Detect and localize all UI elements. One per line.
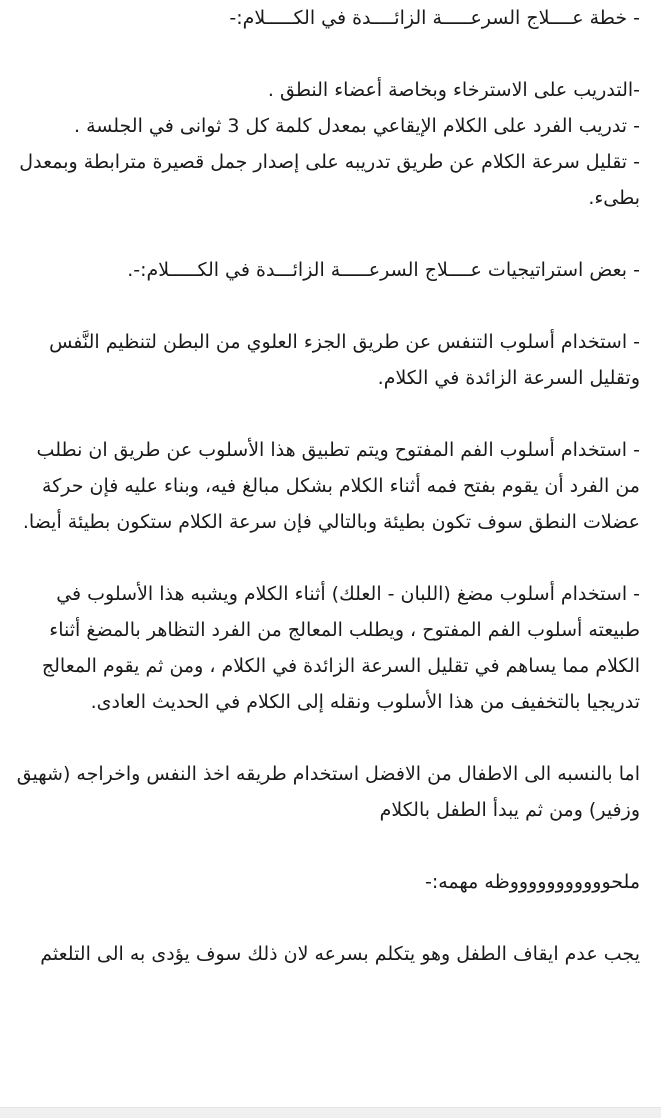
- spacer: [16, 540, 640, 576]
- strategies-title: - بعض استراتيجيات عــــلاج السرعـــــة الزائـــدة في الكـــــلام:-.: [127, 259, 640, 281]
- plan-item-rhythmic-speech: - تدريب الفرد على الكلام الإيقاعي بمعدل كلمة كل 3 ثوانى في الجلسة .: [74, 115, 640, 137]
- strategy-chewing: - استخدام أسلوب مضغ (اللبان - العلك) أثناء الكلام ويشبه هذا الأسلوب في طبيعته أسلوب الفم المفتوح ، ويطلب المعالج من الفرد التظاهر بالمضغ أثناء الكلام مما يساهم في تقليل السرعة الزائدة في الكلام ، ومن ثم يقوم المعالج تدريجيا بالتخفيف من هذا الأسلوب ونقله إلى الكلام في الحديث العادى.: [35, 583, 640, 713]
- spacer: [16, 288, 640, 324]
- plan-item-short-sentences: - تقليل سرعة الكلام عن طريق تدريبه على إصدار جمل قصيرة مترابطة وبمعدل بطىء.: [13, 151, 640, 209]
- strategy-open-mouth: - استخدام أسلوب الفم المفتوح ويتم تطبيق هذا الأسلوب عن طريق ان نطلب من الفرد أن يقوم بفتح فمه أثناء الكلام بشكل مبالغ فيه، وبناء عليه فإن حركة عضلات النطق سوف تكون بطيئة وبالتالي فإن سرعة الكلام ستكون بطيئة أيضا.: [22, 439, 640, 533]
- spacer: [16, 36, 640, 72]
- bottom-bar: [0, 1107, 661, 1118]
- important-note-text: يجب عدم ايقاف الطفل وهو يتكلم بسرعه لان ذلك سوف يؤدى به الى التلعثم: [40, 943, 640, 965]
- plan-title: - خطة عــــلاج السرعـــــة الزائــــدة في الكـــــلام:-: [229, 7, 640, 29]
- strategy-breathing: - استخدام أسلوب التنفس عن طريق الجزء العلوي من البطن لتنظيم النَّفس وتقليل السرعة الزائدة في الكلام.: [43, 331, 640, 389]
- spacer: [16, 900, 640, 936]
- children-note: اما بالنسبه الى الاطفال من الافضل استخدام طريقه اخذ النفس واخراجه (شهيق وزفير) ومن ثم يبدأ الطفل بالكلام: [10, 763, 640, 821]
- spacer: [16, 720, 640, 756]
- plan-item-relaxation: -التدريب على الاسترخاء وبخاصة أعضاء النطق .: [267, 79, 640, 101]
- spacer: [16, 216, 640, 252]
- important-note-title: ملحوووووووووووظه مهمه:-: [424, 871, 640, 893]
- spacer: [16, 828, 640, 864]
- article-body: [10, 0, 640, 972]
- spacer: [16, 396, 640, 432]
